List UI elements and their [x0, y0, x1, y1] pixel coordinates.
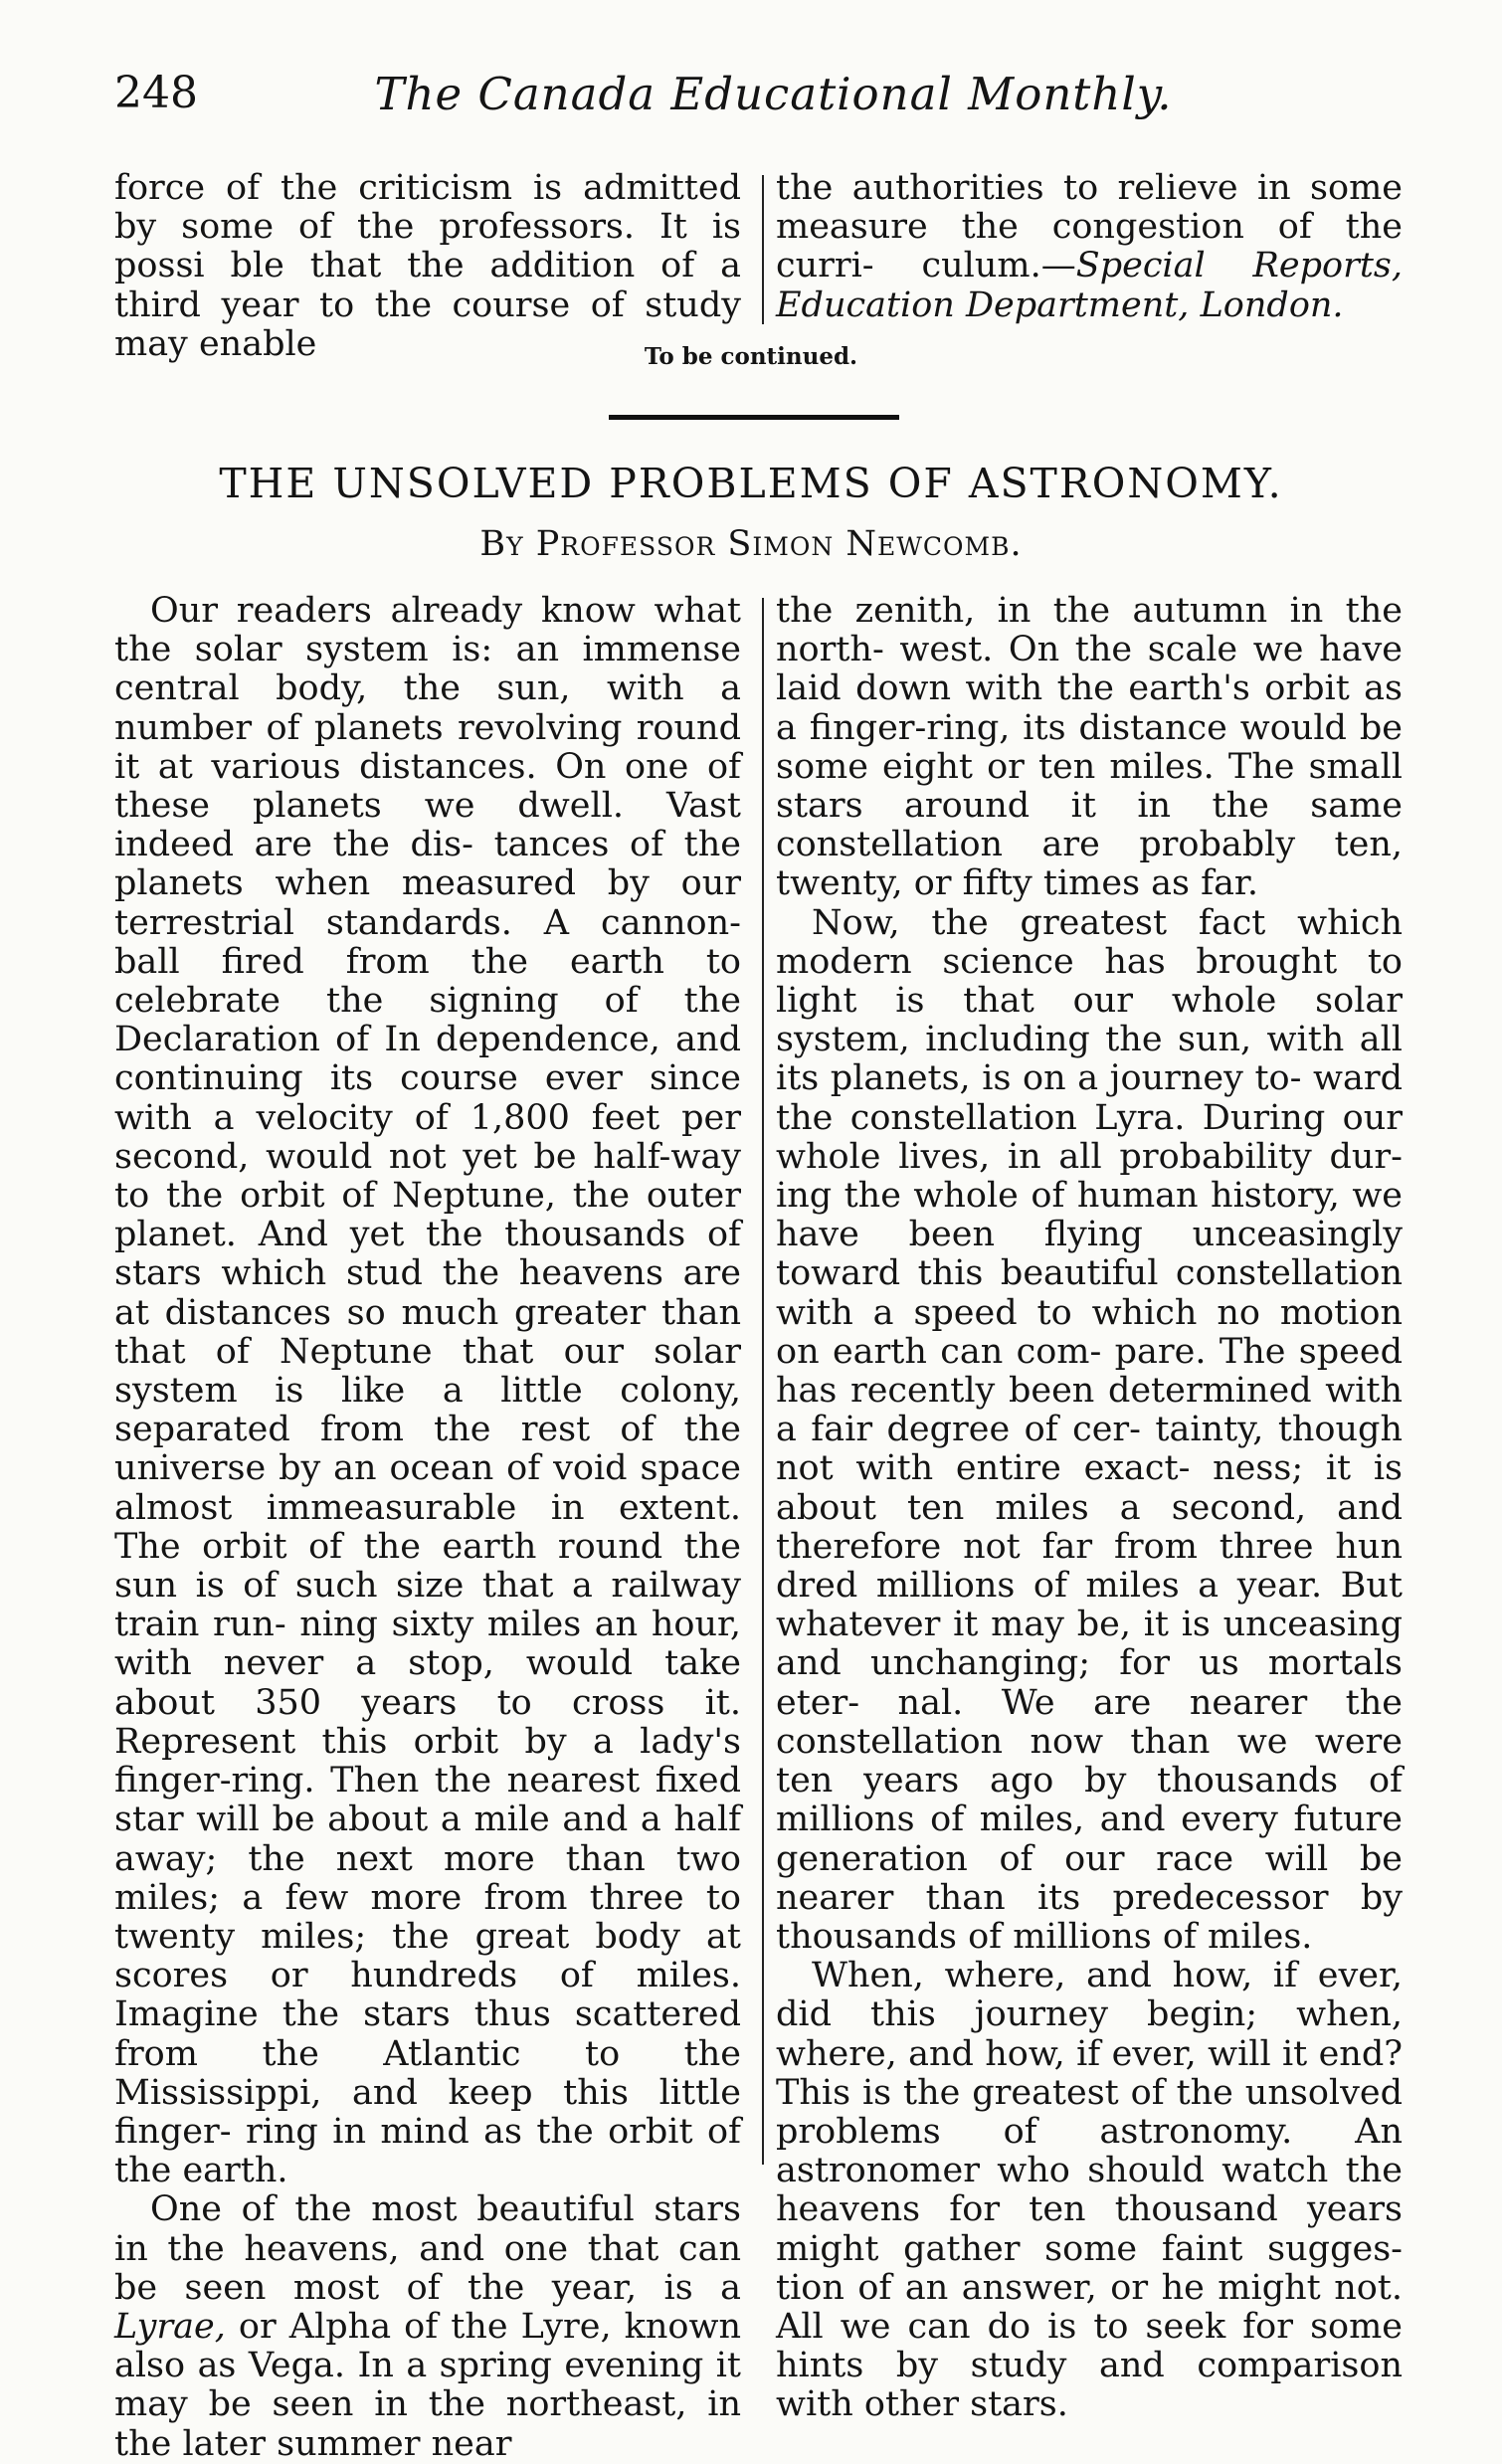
- column-divider: [762, 598, 764, 2165]
- previous-article-citation: Special Reports, Education Department, London.: [776, 246, 1403, 325]
- article-paragraph: Now, the greatest fact which modern science has brought to light is that our whole solar system, including the sun, with all its planets, is on a journey to- ward the constellation Lyra. During our whole lives, in all probability dur- ing the whole of human history, we have been flying unceasingly toward this beautiful constellation with a speed to which no motion on earth can com- pare. The speed has recently been determined with a fair degree of cer- tainty, though not with entire exact- ness; it is about ten miles a second, and therefore not far from three hun dred millions of miles a year. But whatever it may be, it is unceasing and unchanging; for us mortals eter- nal. We are nearer the constellation now than we were ten years ago by thousands of millions of miles, and every future generation of our race will be nearer than its predecessor by thousands of millions of miles.: [776, 902, 1403, 1957]
- article-left-column: [114, 592, 741, 2464]
- page-number: 248: [114, 68, 198, 118]
- paragraph-text: or Alpha of the Lyre, known also as Vega. In a spring evening it may be seen in the northeast, in the later summer near: [114, 2306, 741, 2464]
- previous-article-right-paragraph: [776, 169, 1403, 325]
- article-right-column: [776, 592, 1403, 2425]
- running-head: [114, 60, 1432, 129]
- paragraph-text: One of the most beautiful stars in the heavens, and one that can be seen most of the year, is a: [114, 2189, 741, 2308]
- column-divider: [762, 175, 764, 324]
- previous-article-right-column: [776, 169, 1403, 325]
- to-be-continued-note: To be continued.: [644, 343, 858, 370]
- article-body: [114, 591, 1432, 2464]
- article-paragraph: Our readers already know what the solar system is: an immense central body, the sun, with a number of planets revolving round it at various distances. On one of these planets we dwell. Vast indeed are the dis- tances of the planets when measured by our terrestrial standards. A cannon- ball fired from the earth to celebrate the signing of the Declaration of In dependence, and continuing its course ever since with a velocity of 1,800 feet per second, would not yet be half-way to the orbit of Neptune, the outer planet. And yet the thousands of stars which stud the heavens are at distances so much greater than that of Neptune that our solar system is like a little colony, separated from the rest of the universe by an ocean of void space almost immeasurable in extent. The orbit of the earth round the sun is of such size that a railway train run- ning sixty miles an hour, with never a stop, would take about 350 years to cross it. Represent this orbit by a lady's finger-ring. Then the nearest fixed star will be about a mile and a half away; the next more than two miles; a few more from three to twenty miles; the great body at scores or hundreds of miles. Imagine the stars thus scattered from the Atlantic to the Mississippi, and keep this little finger- ring in mind as the orbit of the earth.: [114, 591, 741, 2191]
- previous-article-left-column: [114, 169, 741, 364]
- article-paragraph: the zenith, in the autumn in the north- west. On the scale we have laid down with the earth's orbit as a finger-ring, its distance would be some eight or ten miles. The small stars around it in the same constellation are probably ten, twenty, or fifty times as far.: [776, 591, 1403, 904]
- article-title: THE UNSOLVED PROBLEMS OF ASTRONOMY.: [219, 460, 1283, 507]
- article-paragraph: [114, 2190, 741, 2463]
- section-divider-rule: [609, 415, 899, 420]
- previous-article-left-text: force of the criticism is admitted by some of the professors. It is possi ble that the addition of a third year to the course of study may enable: [114, 168, 741, 364]
- previous-article-right-text: the authorities to relieve in some measure the congestion of the curri- culum.—: [776, 168, 1403, 286]
- journal-title: The Canada Educational Monthly.: [374, 68, 1173, 120]
- article-byline: By Professor Simon Newcomb.: [479, 524, 1023, 564]
- star-name-italic: Lyrae,: [114, 2306, 226, 2347]
- article-paragraph: When, where, and how, if ever, did this journey begin; when, where, and how, if ever, will it end? This is the greatest of the unsolved problems of astronomy. An astronomer who should watch the heavens for ten thousand years might gather some faint sugges- tion of an answer, or he might not. All we can do is to seek for some hints by study and comparison with other stars.: [776, 1956, 1403, 2425]
